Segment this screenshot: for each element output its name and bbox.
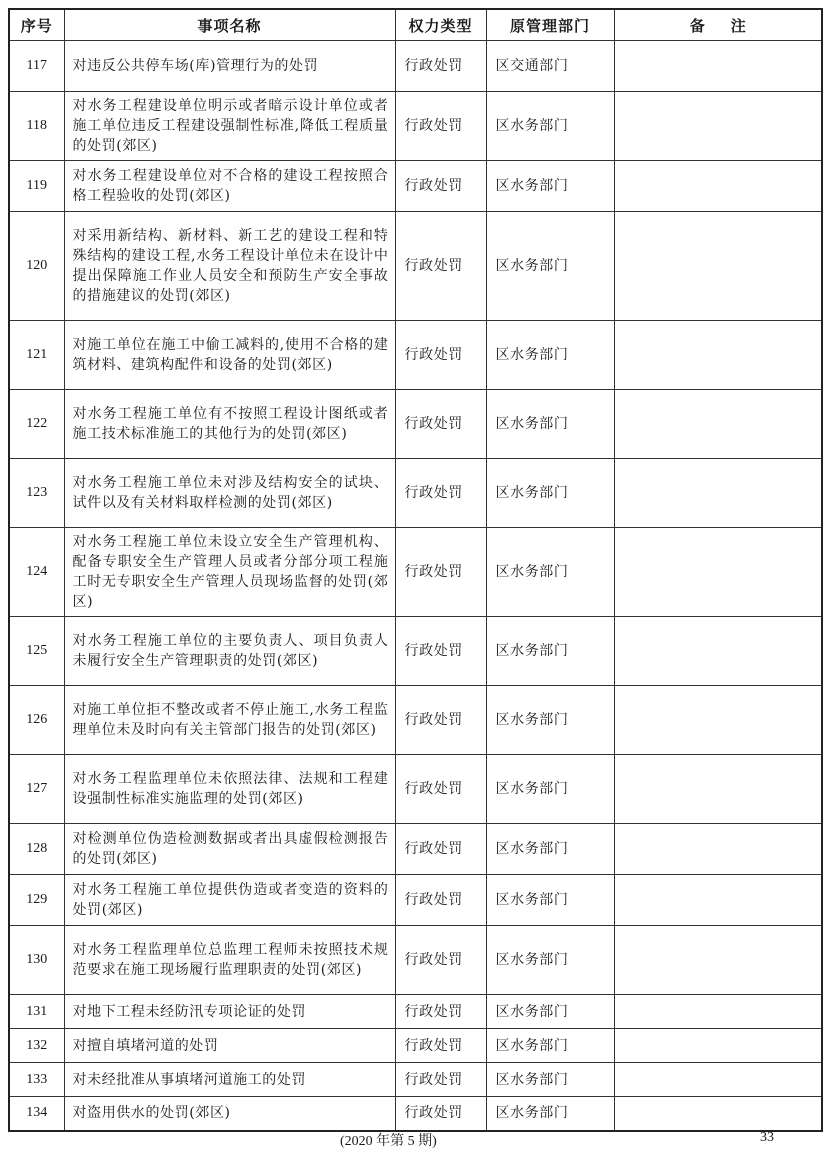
remarks	[614, 212, 822, 321]
power-type: 行政处罚	[395, 686, 486, 755]
department: 区水务部门	[486, 824, 614, 875]
department: 区水务部门	[486, 875, 614, 926]
row-number: 133	[9, 1063, 64, 1097]
department: 区水务部门	[486, 528, 614, 617]
table-row	[9, 1063, 822, 1097]
row-number: 125	[9, 617, 64, 686]
power-type: 行政处罚	[395, 212, 486, 321]
header-name: 事项名称	[64, 9, 395, 41]
power-type: 行政处罚	[395, 321, 486, 390]
table-row	[9, 755, 822, 824]
remarks	[614, 1063, 822, 1097]
table-header	[9, 9, 822, 41]
page-footer	[0, 1130, 827, 1154]
row-number: 121	[9, 321, 64, 390]
power-items-table	[8, 8, 823, 1132]
page-number: 33	[760, 1130, 774, 1145]
remarks	[614, 755, 822, 824]
remarks	[614, 161, 822, 212]
item-name: 对未经批准从事填堵河道施工的处罚	[64, 1063, 395, 1097]
item-name: 对擅自填堵河道的处罚	[64, 1029, 395, 1063]
remarks	[614, 617, 822, 686]
department: 区水务部门	[486, 92, 614, 161]
table-row	[9, 321, 822, 390]
table-row	[9, 995, 822, 1029]
document-sheet	[8, 8, 821, 1132]
row-number: 130	[9, 926, 64, 995]
department: 区水务部门	[486, 321, 614, 390]
item-name: 对水务工程施工单位的主要负责人、项目负责人未履行安全生产管理职责的处罚(郊区)	[64, 617, 395, 686]
department: 区水务部门	[486, 390, 614, 459]
power-type: 行政处罚	[395, 528, 486, 617]
row-number: 118	[9, 92, 64, 161]
item-name: 对采用新结构、新材料、新工艺的建设工程和特殊结构的建设工程,水务工程设计单位未在设计中提出保障施工作业人员安全和预防生产安全事故的措施建议的处罚(郊区)	[64, 212, 395, 321]
row-number: 134	[9, 1097, 64, 1131]
table-row	[9, 926, 822, 995]
row-number: 120	[9, 212, 64, 321]
power-type: 行政处罚	[395, 1029, 486, 1063]
table-row	[9, 92, 822, 161]
header-dept: 原管理部门	[486, 9, 614, 41]
department: 区水务部门	[486, 1097, 614, 1131]
row-number: 131	[9, 995, 64, 1029]
header-note: 备注	[614, 9, 822, 41]
item-name: 对水务工程监理单位未依照法律、法规和工程建设强制性标准实施监理的处罚(郊区)	[64, 755, 395, 824]
power-type: 行政处罚	[395, 875, 486, 926]
power-type: 行政处罚	[395, 755, 486, 824]
item-name: 对水务工程建设单位对不合格的建设工程按照合格工程验收的处罚(郊区)	[64, 161, 395, 212]
remarks	[614, 390, 822, 459]
remarks	[614, 1097, 822, 1131]
item-name: 对违反公共停车场(库)管理行为的处罚	[64, 41, 395, 92]
item-name: 对水务工程施工单位未对涉及结构安全的试块、试件以及有关材料取样检测的处罚(郊区)	[64, 459, 395, 528]
department: 区水务部门	[486, 212, 614, 321]
table-row	[9, 161, 822, 212]
item-name: 对施工单位在施工中偷工减料的,使用不合格的建筑材料、建筑构配件和设备的处罚(郊区)	[64, 321, 395, 390]
power-type: 行政处罚	[395, 41, 486, 92]
item-name: 对盗用供水的处罚(郊区)	[64, 1097, 395, 1131]
table-row	[9, 686, 822, 755]
item-name: 对地下工程未经防汛专项论证的处罚	[64, 995, 395, 1029]
department: 区水务部门	[486, 686, 614, 755]
department: 区水务部门	[486, 617, 614, 686]
issue-label: (2020 年第 5 期)	[340, 1134, 437, 1149]
department: 区水务部门	[486, 995, 614, 1029]
table-row	[9, 390, 822, 459]
table-row	[9, 212, 822, 321]
power-type: 行政处罚	[395, 995, 486, 1029]
table-row	[9, 875, 822, 926]
table-body	[9, 41, 822, 1131]
power-type: 行政处罚	[395, 617, 486, 686]
item-name: 对检测单位伪造检测数据或者出具虚假检测报告的处罚(郊区)	[64, 824, 395, 875]
power-type: 行政处罚	[395, 92, 486, 161]
header-type: 权力类型	[395, 9, 486, 41]
power-type: 行政处罚	[395, 1063, 486, 1097]
remarks	[614, 995, 822, 1029]
department: 区水务部门	[486, 459, 614, 528]
item-name: 对水务工程施工单位未设立安全生产管理机构、配备专职安全生产管理人员或者分部分项工程施工时无专职安全生产管理人员现场监督的处罚(郊区)	[64, 528, 395, 617]
department: 区水务部门	[486, 926, 614, 995]
department: 区交通部门	[486, 41, 614, 92]
department: 区水务部门	[486, 755, 614, 824]
header-row	[9, 9, 822, 41]
table-row	[9, 41, 822, 92]
remarks	[614, 824, 822, 875]
item-name: 对施工单位拒不整改或者不停止施工,水务工程监理单位未及时向有关主管部门报告的处罚(郊区)	[64, 686, 395, 755]
table-row	[9, 459, 822, 528]
row-number: 128	[9, 824, 64, 875]
remarks	[614, 528, 822, 617]
table-row	[9, 824, 822, 875]
item-name: 对水务工程监理单位总监理工程师未按照技术规范要求在施工现场履行监理职责的处罚(郊区)	[64, 926, 395, 995]
remarks	[614, 686, 822, 755]
department: 区水务部门	[486, 1029, 614, 1063]
row-number: 122	[9, 390, 64, 459]
table-row	[9, 1097, 822, 1131]
department: 区水务部门	[486, 1063, 614, 1097]
row-number: 119	[9, 161, 64, 212]
row-number: 127	[9, 755, 64, 824]
remarks	[614, 321, 822, 390]
power-type: 行政处罚	[395, 926, 486, 995]
remarks	[614, 926, 822, 995]
power-type: 行政处罚	[395, 1097, 486, 1131]
power-type: 行政处罚	[395, 459, 486, 528]
power-type: 行政处罚	[395, 390, 486, 459]
remarks	[614, 459, 822, 528]
remarks	[614, 92, 822, 161]
row-number: 126	[9, 686, 64, 755]
item-name: 对水务工程施工单位提供伪造或者变造的资料的处罚(郊区)	[64, 875, 395, 926]
row-number: 117	[9, 41, 64, 92]
row-number: 123	[9, 459, 64, 528]
header-no: 序号	[9, 9, 64, 41]
remarks	[614, 1029, 822, 1063]
item-name: 对水务工程施工单位有不按照工程设计图纸或者施工技术标准施工的其他行为的处罚(郊区)	[64, 390, 395, 459]
table-row	[9, 617, 822, 686]
table-row	[9, 528, 822, 617]
department: 区水务部门	[486, 161, 614, 212]
row-number: 129	[9, 875, 64, 926]
row-number: 132	[9, 1029, 64, 1063]
power-type: 行政处罚	[395, 161, 486, 212]
remarks	[614, 875, 822, 926]
item-name: 对水务工程建设单位明示或者暗示设计单位或者施工单位违反工程建设强制性标准,降低工程质量的处罚(郊区)	[64, 92, 395, 161]
remarks	[614, 41, 822, 92]
row-number: 124	[9, 528, 64, 617]
table-row	[9, 1029, 822, 1063]
power-type: 行政处罚	[395, 824, 486, 875]
